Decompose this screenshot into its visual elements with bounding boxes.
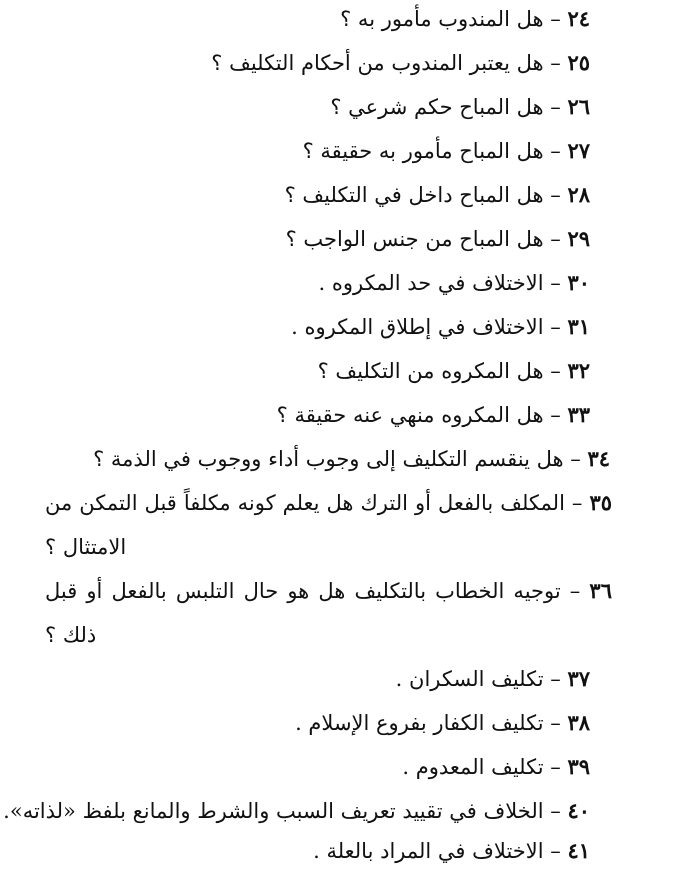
list-item bbox=[291, 312, 590, 342]
item-number: ٢٨ bbox=[567, 182, 590, 207]
list-item bbox=[396, 664, 590, 694]
list-item bbox=[318, 356, 590, 386]
item-number: ٣٦ bbox=[589, 578, 612, 603]
item-number: ٣٠ bbox=[567, 270, 590, 295]
list-item bbox=[3, 796, 590, 826]
list-item bbox=[402, 752, 590, 782]
item-text: – هل المباح مأمور به حقيقة ؟ bbox=[302, 139, 561, 163]
item-text: – توجيه الخطاب بالتكليف هل هو حال التلبس بالفعل أو قبل bbox=[45, 579, 581, 603]
list-item bbox=[93, 444, 610, 474]
list-item bbox=[45, 488, 612, 518]
item-text: – المكلف بالفعل أو الترك هل يعلم كونه مكلفاً قبل التمكن من bbox=[45, 491, 583, 515]
item-number: ٢٦ bbox=[567, 94, 590, 119]
list-item bbox=[285, 180, 590, 210]
item-text: – الاختلاف في المراد بالعلة . bbox=[313, 839, 561, 863]
item-text: – الاختلاف في حد المكروه . bbox=[318, 271, 561, 295]
item-number: ٣٢ bbox=[567, 358, 590, 383]
item-text: – تكليف الكفار بفروع الإسلام . bbox=[295, 711, 561, 735]
list-item bbox=[295, 708, 590, 738]
item-number: ٣٤ bbox=[587, 446, 610, 471]
list-item bbox=[277, 400, 590, 430]
list-item bbox=[303, 136, 590, 166]
item-number: ٢٥ bbox=[567, 50, 590, 75]
list-item bbox=[286, 224, 590, 254]
list-item bbox=[319, 268, 590, 298]
item-text: – هل المندوب مأمور به ؟ bbox=[340, 7, 561, 31]
item-number: ٣٨ bbox=[567, 710, 590, 735]
item-number: ٣٩ bbox=[567, 754, 590, 779]
item-text: – الخلاف في تقييد تعريف السبب والشرط والمانع بلفظ «لذاته». bbox=[3, 799, 561, 823]
item-number: ٣٣ bbox=[567, 402, 590, 427]
item-text: – هل المباح داخل في التكليف ؟ bbox=[284, 183, 561, 207]
item-number: ٢٩ bbox=[567, 226, 590, 251]
item-text: – تكليف المعدوم . bbox=[402, 755, 561, 779]
list-item bbox=[330, 92, 590, 122]
list-item bbox=[313, 836, 590, 866]
item-number: ٣١ bbox=[567, 314, 590, 339]
item-text: – هل المكروه من التكليف ؟ bbox=[317, 359, 561, 383]
item-text: – هل المكروه منهي عنه حقيقة ؟ bbox=[276, 403, 561, 427]
item-number: ٣٥ bbox=[589, 490, 612, 515]
list-item bbox=[340, 4, 590, 34]
item-number: ٣٧ bbox=[567, 666, 590, 691]
item-text: – هل المباح حكم شرعي ؟ bbox=[330, 95, 561, 119]
item-number: ٤١ bbox=[567, 838, 590, 863]
item-number: ٢٧ bbox=[567, 138, 590, 163]
item-text: – الاختلاف في إطلاق المكروه . bbox=[291, 315, 561, 339]
list-item bbox=[45, 576, 612, 606]
item-text: ذلك ؟ bbox=[45, 623, 97, 647]
item-number: ٢٤ bbox=[567, 6, 590, 31]
item-text: – هل يعتبر المندوب من أحكام التكليف ؟ bbox=[211, 51, 561, 75]
list-item-continuation bbox=[45, 532, 126, 562]
list-item-continuation bbox=[45, 620, 96, 650]
item-text: الامتثال ؟ bbox=[45, 535, 127, 559]
item-text: – هل المباح من جنس الواجب ؟ bbox=[285, 227, 561, 251]
list-item bbox=[211, 48, 590, 78]
item-number: ٤٠ bbox=[567, 798, 590, 823]
item-text: – هل ينقسم التكليف إلى وجوب أداء ووجوب في الذمة ؟ bbox=[93, 447, 581, 471]
item-text: – تكليف السكران . bbox=[395, 667, 561, 691]
